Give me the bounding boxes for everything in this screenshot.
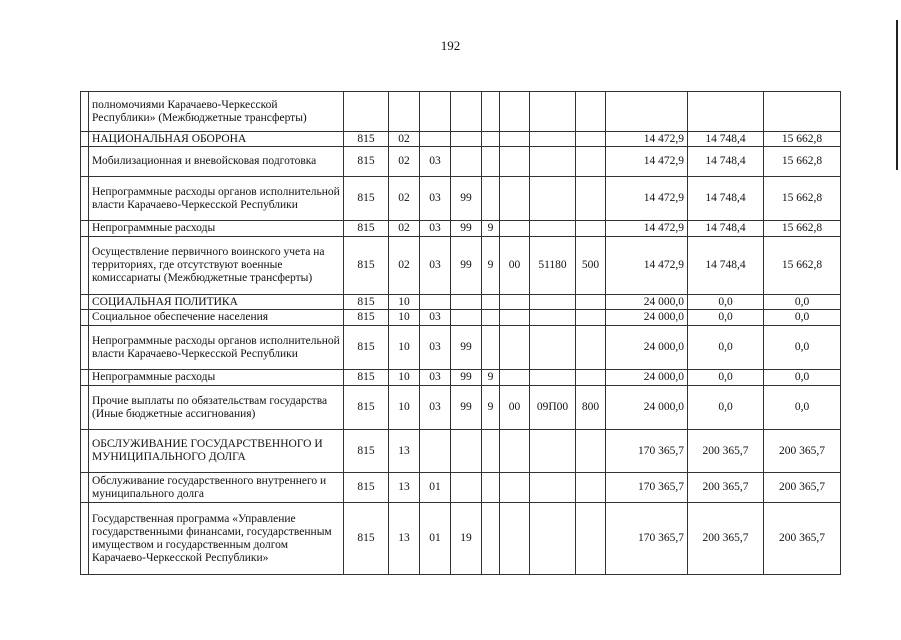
expense-name-cell: Непрограммные расходы органов исполнительной власти Карачаево-Черкесской Республики [89,326,344,370]
row-number-cell [81,132,89,147]
admin-code-cell [344,92,389,132]
target-article-subprogram-cell [482,430,500,473]
target-article-event-cell [500,177,530,221]
expense-type-cell [576,310,606,326]
subsection-code-cell: 03 [420,326,451,370]
expense-name-cell: Непрограммные расходы [89,370,344,386]
section-code-cell: 02 [389,132,420,147]
expense-name-cell: Государственная программа «Управление государственными финансами, государственным имуществом и государственным долгом Карачаево-Черкесской Республики» [89,503,344,575]
target-article-direction-cell: 51180 [530,237,576,295]
subsection-code-cell [420,92,451,132]
target-article-program-cell [451,295,482,310]
section-code-cell: 13 [389,473,420,503]
expense-type-cell [576,295,606,310]
amount-year-1-cell: 14 472,9 [606,237,688,295]
expense-name-cell: Социальное обеспечение населения [89,310,344,326]
table-row [81,237,841,295]
target-article-event-cell [500,310,530,326]
target-article-subprogram-cell: 9 [482,237,500,295]
expense-type-cell [576,503,606,575]
section-code-cell: 10 [389,370,420,386]
target-article-program-cell [451,147,482,177]
subsection-code-cell: 03 [420,310,451,326]
row-number-cell [81,295,89,310]
table-row [81,92,841,132]
target-article-direction-cell [530,370,576,386]
target-article-subprogram-cell [482,503,500,575]
subsection-code-cell: 01 [420,473,451,503]
row-number-cell [81,92,89,132]
subsection-code-cell: 03 [420,370,451,386]
table-row [81,503,841,575]
target-article-program-cell: 99 [451,370,482,386]
amount-year-1-cell: 14 472,9 [606,177,688,221]
target-article-event-cell [500,132,530,147]
target-article-direction-cell [530,132,576,147]
section-code-cell: 13 [389,503,420,575]
target-article-direction-cell [530,295,576,310]
subsection-code-cell: 03 [420,147,451,177]
section-code-cell [389,92,420,132]
amount-year-3-cell: 15 662,8 [764,147,841,177]
expense-type-cell [576,430,606,473]
section-code-cell: 13 [389,430,420,473]
table-row [81,132,841,147]
expense-type-cell [576,221,606,237]
target-article-subprogram-cell [482,473,500,503]
section-code-cell: 10 [389,326,420,370]
target-article-subprogram-cell: 9 [482,370,500,386]
section-code-cell: 10 [389,386,420,430]
target-article-subprogram-cell [482,132,500,147]
budget-table [80,91,841,575]
expense-name-cell: Прочие выплаты по обязательствам государства (Иные бюджетные ассигнования) [89,386,344,430]
target-article-program-cell [451,473,482,503]
row-number-cell [81,237,89,295]
amount-year-3-cell: 15 662,8 [764,221,841,237]
expense-type-cell [576,473,606,503]
expense-name-cell: ОБСЛУЖИВАНИЕ ГОСУДАРСТВЕННОГО И МУНИЦИПАЛЬНОГО ДОЛГА [89,430,344,473]
section-code-cell: 10 [389,310,420,326]
target-article-program-cell: 99 [451,237,482,295]
amount-year-3-cell [764,92,841,132]
amount-year-2-cell [688,92,764,132]
expense-name-cell: Непрограммные расходы органов исполнительной власти Карачаево-Черкесской Республики [89,177,344,221]
target-article-program-cell: 99 [451,326,482,370]
amount-year-1-cell: 14 472,9 [606,221,688,237]
amount-year-3-cell: 200 365,7 [764,430,841,473]
amount-year-1-cell: 24 000,0 [606,370,688,386]
table-row [81,386,841,430]
row-number-cell [81,221,89,237]
expense-type-cell: 800 [576,386,606,430]
expense-type-cell [576,326,606,370]
admin-code-cell: 815 [344,473,389,503]
subsection-code-cell [420,295,451,310]
subsection-code-cell: 03 [420,177,451,221]
table-row [81,430,841,473]
amount-year-1-cell: 24 000,0 [606,386,688,430]
expense-name-cell: Непрограммные расходы [89,221,344,237]
target-article-direction-cell [530,503,576,575]
amount-year-3-cell: 0,0 [764,295,841,310]
target-article-event-cell [500,221,530,237]
amount-year-3-cell: 0,0 [764,386,841,430]
target-article-direction-cell [530,92,576,132]
target-article-program-cell: 99 [451,386,482,430]
target-article-subprogram-cell: 9 [482,386,500,430]
amount-year-2-cell: 14 748,4 [688,221,764,237]
expense-name-cell: Осуществление первичного воинского учета на территориях, где отсутствуют военные комиссариаты (Межбюджетные трансферты) [89,237,344,295]
amount-year-1-cell: 24 000,0 [606,295,688,310]
target-article-subprogram-cell [482,326,500,370]
row-number-cell [81,310,89,326]
subsection-code-cell [420,430,451,473]
target-article-subprogram-cell [482,92,500,132]
amount-year-1-cell: 14 472,9 [606,147,688,177]
subsection-code-cell: 01 [420,503,451,575]
section-code-cell: 02 [389,221,420,237]
table-row [81,370,841,386]
section-code-cell: 02 [389,237,420,295]
scan-edge-mark [896,20,898,170]
target-article-direction-cell [530,430,576,473]
expense-name-cell: Обслуживание государственного внутреннего и муниципального долга [89,473,344,503]
amount-year-1-cell: 24 000,0 [606,310,688,326]
target-article-event-cell [500,503,530,575]
amount-year-2-cell: 0,0 [688,326,764,370]
target-article-subprogram-cell [482,310,500,326]
target-article-direction-cell [530,147,576,177]
target-article-subprogram-cell [482,295,500,310]
row-number-cell [81,177,89,221]
expense-type-cell [576,147,606,177]
target-article-event-cell: 00 [500,386,530,430]
amount-year-1-cell: 170 365,7 [606,473,688,503]
admin-code-cell: 815 [344,386,389,430]
subsection-code-cell: 03 [420,221,451,237]
section-code-cell: 10 [389,295,420,310]
amount-year-1-cell: 170 365,7 [606,430,688,473]
table-row [81,147,841,177]
expense-name-cell: НАЦИОНАЛЬНАЯ ОБОРОНА [89,132,344,147]
target-article-direction-cell [530,473,576,503]
admin-code-cell: 815 [344,221,389,237]
row-number-cell [81,430,89,473]
admin-code-cell: 815 [344,503,389,575]
admin-code-cell: 815 [344,326,389,370]
target-article-program-cell [451,310,482,326]
amount-year-2-cell: 200 365,7 [688,473,764,503]
row-number-cell [81,326,89,370]
amount-year-3-cell: 0,0 [764,310,841,326]
target-article-event-cell [500,147,530,177]
amount-year-1-cell: 24 000,0 [606,326,688,370]
amount-year-1-cell: 14 472,9 [606,132,688,147]
table-row [81,177,841,221]
admin-code-cell: 815 [344,237,389,295]
admin-code-cell: 815 [344,430,389,473]
target-article-direction-cell [530,177,576,221]
amount-year-3-cell: 0,0 [764,326,841,370]
table-row [81,221,841,237]
target-article-program-cell [451,92,482,132]
target-article-program-cell: 99 [451,177,482,221]
amount-year-1-cell [606,92,688,132]
amount-year-2-cell: 0,0 [688,295,764,310]
row-number-cell [81,370,89,386]
target-article-event-cell [500,430,530,473]
subsection-code-cell [420,132,451,147]
target-article-subprogram-cell: 9 [482,221,500,237]
target-article-event-cell [500,473,530,503]
target-article-program-cell: 99 [451,221,482,237]
amount-year-3-cell: 200 365,7 [764,503,841,575]
page-number: 192 [440,38,461,53]
amount-year-2-cell: 14 748,4 [688,132,764,147]
row-number-cell [81,147,89,177]
amount-year-3-cell: 15 662,8 [764,132,841,147]
target-article-program-cell [451,132,482,147]
target-article-event-cell: 00 [500,237,530,295]
expense-name-cell: полномочиями Карачаево-Черкесской Республики» (Межбюджетные трансферты) [89,92,344,132]
table-row [81,310,841,326]
row-number-cell [81,503,89,575]
amount-year-1-cell: 170 365,7 [606,503,688,575]
target-article-event-cell [500,92,530,132]
amount-year-2-cell: 0,0 [688,310,764,326]
amount-year-2-cell: 0,0 [688,370,764,386]
target-article-direction-cell [530,326,576,370]
amount-year-2-cell: 200 365,7 [688,503,764,575]
target-article-subprogram-cell [482,177,500,221]
expense-type-cell [576,177,606,221]
target-article-direction-cell [530,310,576,326]
target-article-direction-cell [530,221,576,237]
subsection-code-cell: 03 [420,237,451,295]
subsection-code-cell: 03 [420,386,451,430]
amount-year-2-cell: 14 748,4 [688,237,764,295]
admin-code-cell: 815 [344,132,389,147]
admin-code-cell: 815 [344,177,389,221]
expense-type-cell: 500 [576,237,606,295]
table-row [81,473,841,503]
expense-name-cell: Мобилизационная и вневойсковая подготовка [89,147,344,177]
expense-type-cell [576,132,606,147]
row-number-cell [81,386,89,430]
target-article-event-cell [500,370,530,386]
target-article-direction-cell: 09П00 [530,386,576,430]
amount-year-3-cell: 15 662,8 [764,237,841,295]
admin-code-cell: 815 [344,147,389,177]
admin-code-cell: 815 [344,310,389,326]
admin-code-cell: 815 [344,370,389,386]
expense-type-cell [576,92,606,132]
amount-year-2-cell: 14 748,4 [688,177,764,221]
table-row [81,326,841,370]
expense-type-cell [576,370,606,386]
target-article-program-cell: 19 [451,503,482,575]
target-article-subprogram-cell [482,147,500,177]
section-code-cell: 02 [389,147,420,177]
target-article-event-cell [500,326,530,370]
row-number-cell [81,473,89,503]
expense-name-cell: СОЦИАЛЬНАЯ ПОЛИТИКА [89,295,344,310]
amount-year-2-cell: 0,0 [688,386,764,430]
amount-year-3-cell: 200 365,7 [764,473,841,503]
amount-year-3-cell: 0,0 [764,370,841,386]
target-article-program-cell [451,430,482,473]
table-row [81,295,841,310]
amount-year-2-cell: 200 365,7 [688,430,764,473]
amount-year-2-cell: 14 748,4 [688,147,764,177]
section-code-cell: 02 [389,177,420,221]
target-article-event-cell [500,295,530,310]
admin-code-cell: 815 [344,295,389,310]
amount-year-3-cell: 15 662,8 [764,177,841,221]
